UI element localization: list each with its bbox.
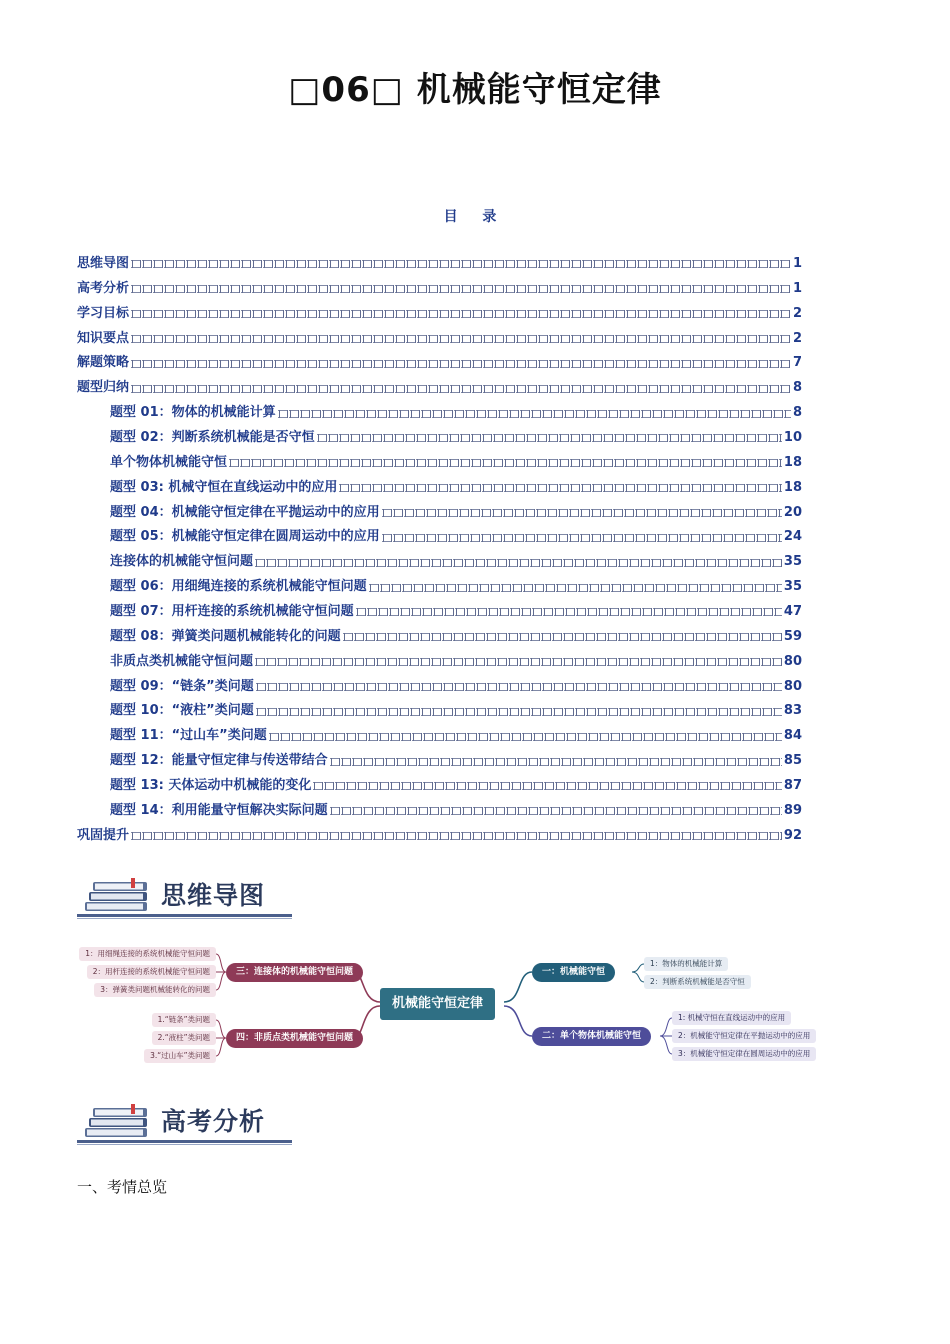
- toc-page-number: 20: [783, 504, 802, 520]
- mind-map-leaf: 1: 机械守恒在直线运动中的应用: [672, 1011, 791, 1025]
- toc-entry[interactable]: [77, 774, 802, 799]
- toc-leader: [313, 782, 782, 790]
- mind-map-leaf: 3：弹簧类问题机械能转化的问题: [94, 983, 216, 997]
- mind-map-branch-3: 三：连接体的机械能守恒问题: [226, 963, 363, 982]
- toc-leader: [382, 509, 782, 517]
- toc-entry[interactable]: [77, 675, 802, 700]
- toc-entry[interactable]: [77, 525, 802, 550]
- mind-map-branch-2: 二：单个物体机械能守恒: [532, 1027, 651, 1046]
- subheading-exam-overview: 一、考情总览: [77, 1178, 168, 1196]
- toc-page-number: 80: [783, 653, 802, 669]
- section-banner-exam: [77, 1096, 292, 1148]
- toc-page-number: 10: [783, 430, 802, 446]
- toc-entry-label: 题型 12：能量守恒定律与传送带结合: [110, 753, 328, 769]
- toc-entry-label: 非质点类机械能守恒问题: [110, 653, 254, 669]
- mind-map-branch-4: 四：非质点类机械能守恒问题: [226, 1029, 363, 1048]
- toc-leader: [255, 658, 782, 666]
- toc-page-number: 35: [783, 579, 802, 595]
- mind-map-center-node: 机械能守恒定律: [380, 988, 495, 1020]
- toc-entry-label: 巩固提升: [77, 827, 130, 843]
- toc-entry-label: 知识要点: [77, 330, 130, 346]
- toc-entry-label: 连接体的机械能守恒问题: [110, 554, 254, 570]
- toc-entry[interactable]: [77, 476, 802, 501]
- toc-page-number: 1: [792, 280, 802, 296]
- toc-page-number: 7: [792, 355, 802, 371]
- toc-entry-label: 解题策略: [77, 355, 130, 371]
- toc-entry-label: 题型 06：用细绳连接的系统机械能守恒问题: [110, 579, 367, 595]
- mind-map-leaf: 1.“链条”类问题: [152, 1013, 216, 1027]
- toc-leader: [131, 260, 791, 268]
- toc-entry[interactable]: [77, 451, 802, 476]
- toc-page-number: 85: [783, 753, 802, 769]
- toc-entry[interactable]: [77, 699, 802, 724]
- toc-page-number: 80: [783, 678, 802, 694]
- toc-entry-label: 题型 03: 机械守恒在直线运动中的应用: [110, 479, 338, 495]
- toc-page-number: 18: [783, 454, 802, 470]
- toc-entry[interactable]: [77, 724, 802, 749]
- toc-leader: [131, 310, 791, 318]
- toc-page-number: 83: [783, 703, 802, 719]
- toc-leader: [131, 385, 791, 393]
- mind-map: [85, 944, 811, 1069]
- toc-entry[interactable]: [77, 650, 802, 675]
- toc-leader: [269, 733, 782, 741]
- toc-leader: [343, 633, 782, 641]
- toc-leader: [330, 758, 782, 766]
- toc-entry-label: 题型 08：弹簧类问题机械能转化的问题: [110, 628, 341, 644]
- toc-entry-label: 题型 04：机械能守恒定律在平抛运动中的应用: [110, 504, 380, 520]
- section-title-exam: 高考分析: [161, 1107, 266, 1136]
- toc-page-number: 84: [783, 728, 802, 744]
- toc-entry[interactable]: [77, 327, 802, 352]
- toc-page-number: 8: [792, 380, 802, 396]
- toc-page-number: 2: [792, 330, 802, 346]
- toc-entry-label: 题型 01：物体的机械能计算: [110, 405, 276, 421]
- toc-page-number: 1: [792, 256, 802, 271]
- mind-map-leaf: 2：用杆连接的系统机械能守恒问题: [87, 965, 216, 979]
- toc-page-number: 2: [792, 305, 802, 321]
- mind-map-leaf: 2：判断系统机械能是否守恒: [644, 975, 751, 989]
- mind-map-leaf: 1：用细绳连接的系统机械能守恒问题: [79, 947, 216, 961]
- toc-entry[interactable]: [77, 550, 802, 575]
- toc-leader: [317, 434, 782, 442]
- toc-entry-label: 思维导图: [77, 256, 130, 271]
- toc-entry-label: 学习目标: [77, 305, 130, 321]
- mind-map-leaf: 3：机械能守恒定律在圆周运动中的应用: [672, 1047, 816, 1061]
- toc-leader: [229, 459, 782, 467]
- section-banner-mindmap: [77, 870, 292, 922]
- toc-leader: [339, 484, 782, 492]
- toc-leader: [256, 708, 782, 716]
- section-rule: [77, 1140, 292, 1143]
- toc-entry-label: 题型 14：利用能量守恒解决实际问题: [110, 802, 328, 818]
- toc-entry[interactable]: [77, 625, 802, 650]
- toc-entry-label: 题型 09：“链条”类问题: [110, 678, 254, 694]
- books-icon: [83, 872, 153, 914]
- toc-entry-label: 题型 13: 天体运动中机械能的变化: [110, 778, 312, 794]
- mind-map-branch-1: 一：机械能守恒: [532, 963, 615, 982]
- page-title: □06□ 机械能守恒定律: [288, 70, 662, 110]
- toc-entry[interactable]: [77, 302, 802, 327]
- toc-entry[interactable]: [77, 575, 802, 600]
- toc-entry-label: 题型归纳: [77, 380, 130, 396]
- toc-entry-label: 题型 05：机械能守恒定律在圆周运动中的应用: [110, 529, 380, 545]
- toc-page-number: 89: [783, 802, 802, 818]
- toc-leader: [131, 832, 782, 840]
- toc-entry-label: 题型 11：“过山车”类问题: [110, 728, 267, 744]
- mind-map-leaf: 3.“过山车”类问题: [144, 1049, 216, 1063]
- table-of-contents: [77, 252, 802, 849]
- books-icon: [83, 1098, 153, 1140]
- toc-entry-label: 题型 07：用杆连接的系统机械能守恒问题: [110, 604, 354, 620]
- toc-entry[interactable]: [77, 799, 802, 824]
- toc-leader: [356, 608, 782, 616]
- toc-page-number: 35: [783, 554, 802, 570]
- toc-leader: [131, 285, 791, 293]
- toc-leader: [256, 683, 782, 691]
- toc-page-number: 18: [783, 479, 802, 495]
- section-rule-thin: [77, 918, 292, 919]
- toc-entry[interactable]: [77, 426, 802, 451]
- toc-entry-label: 题型 10：“液柱”类问题: [110, 703, 254, 719]
- toc-leader: [330, 807, 782, 815]
- toc-leader: [278, 410, 791, 418]
- toc-leader: [255, 559, 782, 567]
- toc-entry-label: 高考分析: [77, 280, 130, 296]
- toc-page-number: 24: [783, 529, 802, 545]
- section-title-mindmap: 思维导图: [161, 881, 266, 910]
- toc-page-number: 8: [792, 405, 802, 421]
- toc-page-number: 87: [783, 778, 802, 794]
- toc-entry[interactable]: [77, 824, 802, 849]
- toc-entry[interactable]: [77, 600, 802, 625]
- toc-leader: [131, 335, 791, 343]
- toc-entry[interactable]: [77, 401, 802, 426]
- toc-page-number: 47: [783, 604, 802, 620]
- toc-entry[interactable]: [77, 749, 802, 774]
- toc-leader: [369, 584, 782, 592]
- toc-entry-label: 题型 02：判断系统机械能是否守恒: [110, 430, 315, 446]
- toc-entry[interactable]: [77, 351, 802, 376]
- toc-page-number: 92: [783, 827, 802, 843]
- section-rule: [77, 914, 292, 917]
- toc-entry[interactable]: [77, 376, 802, 401]
- toc-entry[interactable]: [77, 252, 802, 277]
- section-rule-thin: [77, 1144, 292, 1145]
- toc-page-number: 59: [783, 628, 802, 644]
- toc-entry[interactable]: [77, 501, 802, 526]
- toc-leader: [382, 534, 782, 542]
- toc-leader: [131, 360, 791, 368]
- mind-map-leaf: 2.“液柱”类问题: [152, 1031, 216, 1045]
- mind-map-leaf: 1：物体的机械能计算: [644, 957, 728, 971]
- toc-entry[interactable]: [77, 277, 802, 302]
- toc-entry-label: 单个物体机械能守恒: [110, 454, 228, 470]
- toc-heading: 目 录: [443, 209, 507, 225]
- mind-map-leaf: 2：机械能守恒定律在平抛运动中的应用: [672, 1029, 816, 1043]
